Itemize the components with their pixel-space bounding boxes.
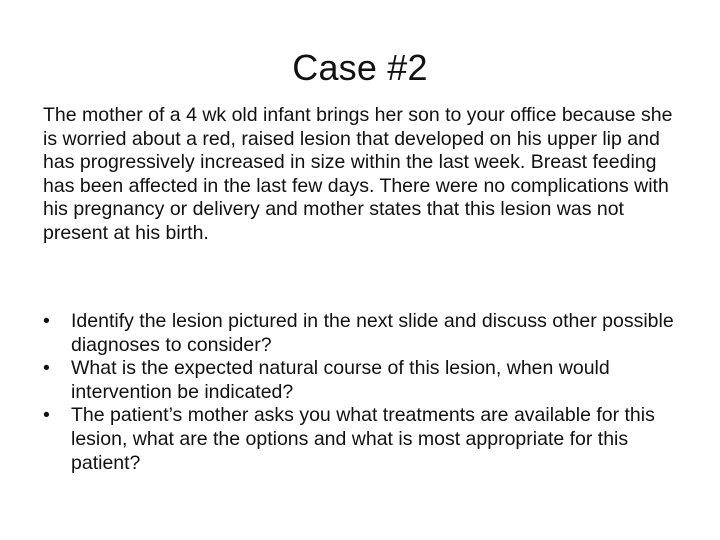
question-text: The patient’s mother asks you what treatments are available for this lesion, what are the options and what is most appropriate for this patient? (71, 404, 655, 474)
bullet-icon: • (43, 404, 50, 427)
question-item (43, 404, 679, 475)
bullet-icon: • (43, 357, 50, 380)
question-list (43, 310, 679, 475)
question-text: What is the expected natural course of this lesion, when would intervention be indicated? (71, 357, 610, 403)
question-item (43, 310, 679, 357)
case-description: The mother of a 4 wk old infant brings her son to your office because she is worried about a red, raised lesion that developed on his upper lip and has progressively increased in size within the last week. Breast feeding has been affected in the last few days. There were no complications with his pregnancy or delivery and mother states that this lesion was not present at his birth. (43, 104, 673, 244)
slide-title: Case #2 (292, 47, 428, 88)
bullet-icon: • (43, 310, 50, 332)
question-item (43, 357, 679, 404)
question-text: Identify the lesion pictured in the next slide and discuss other possible diagnoses to consider? (71, 310, 674, 356)
